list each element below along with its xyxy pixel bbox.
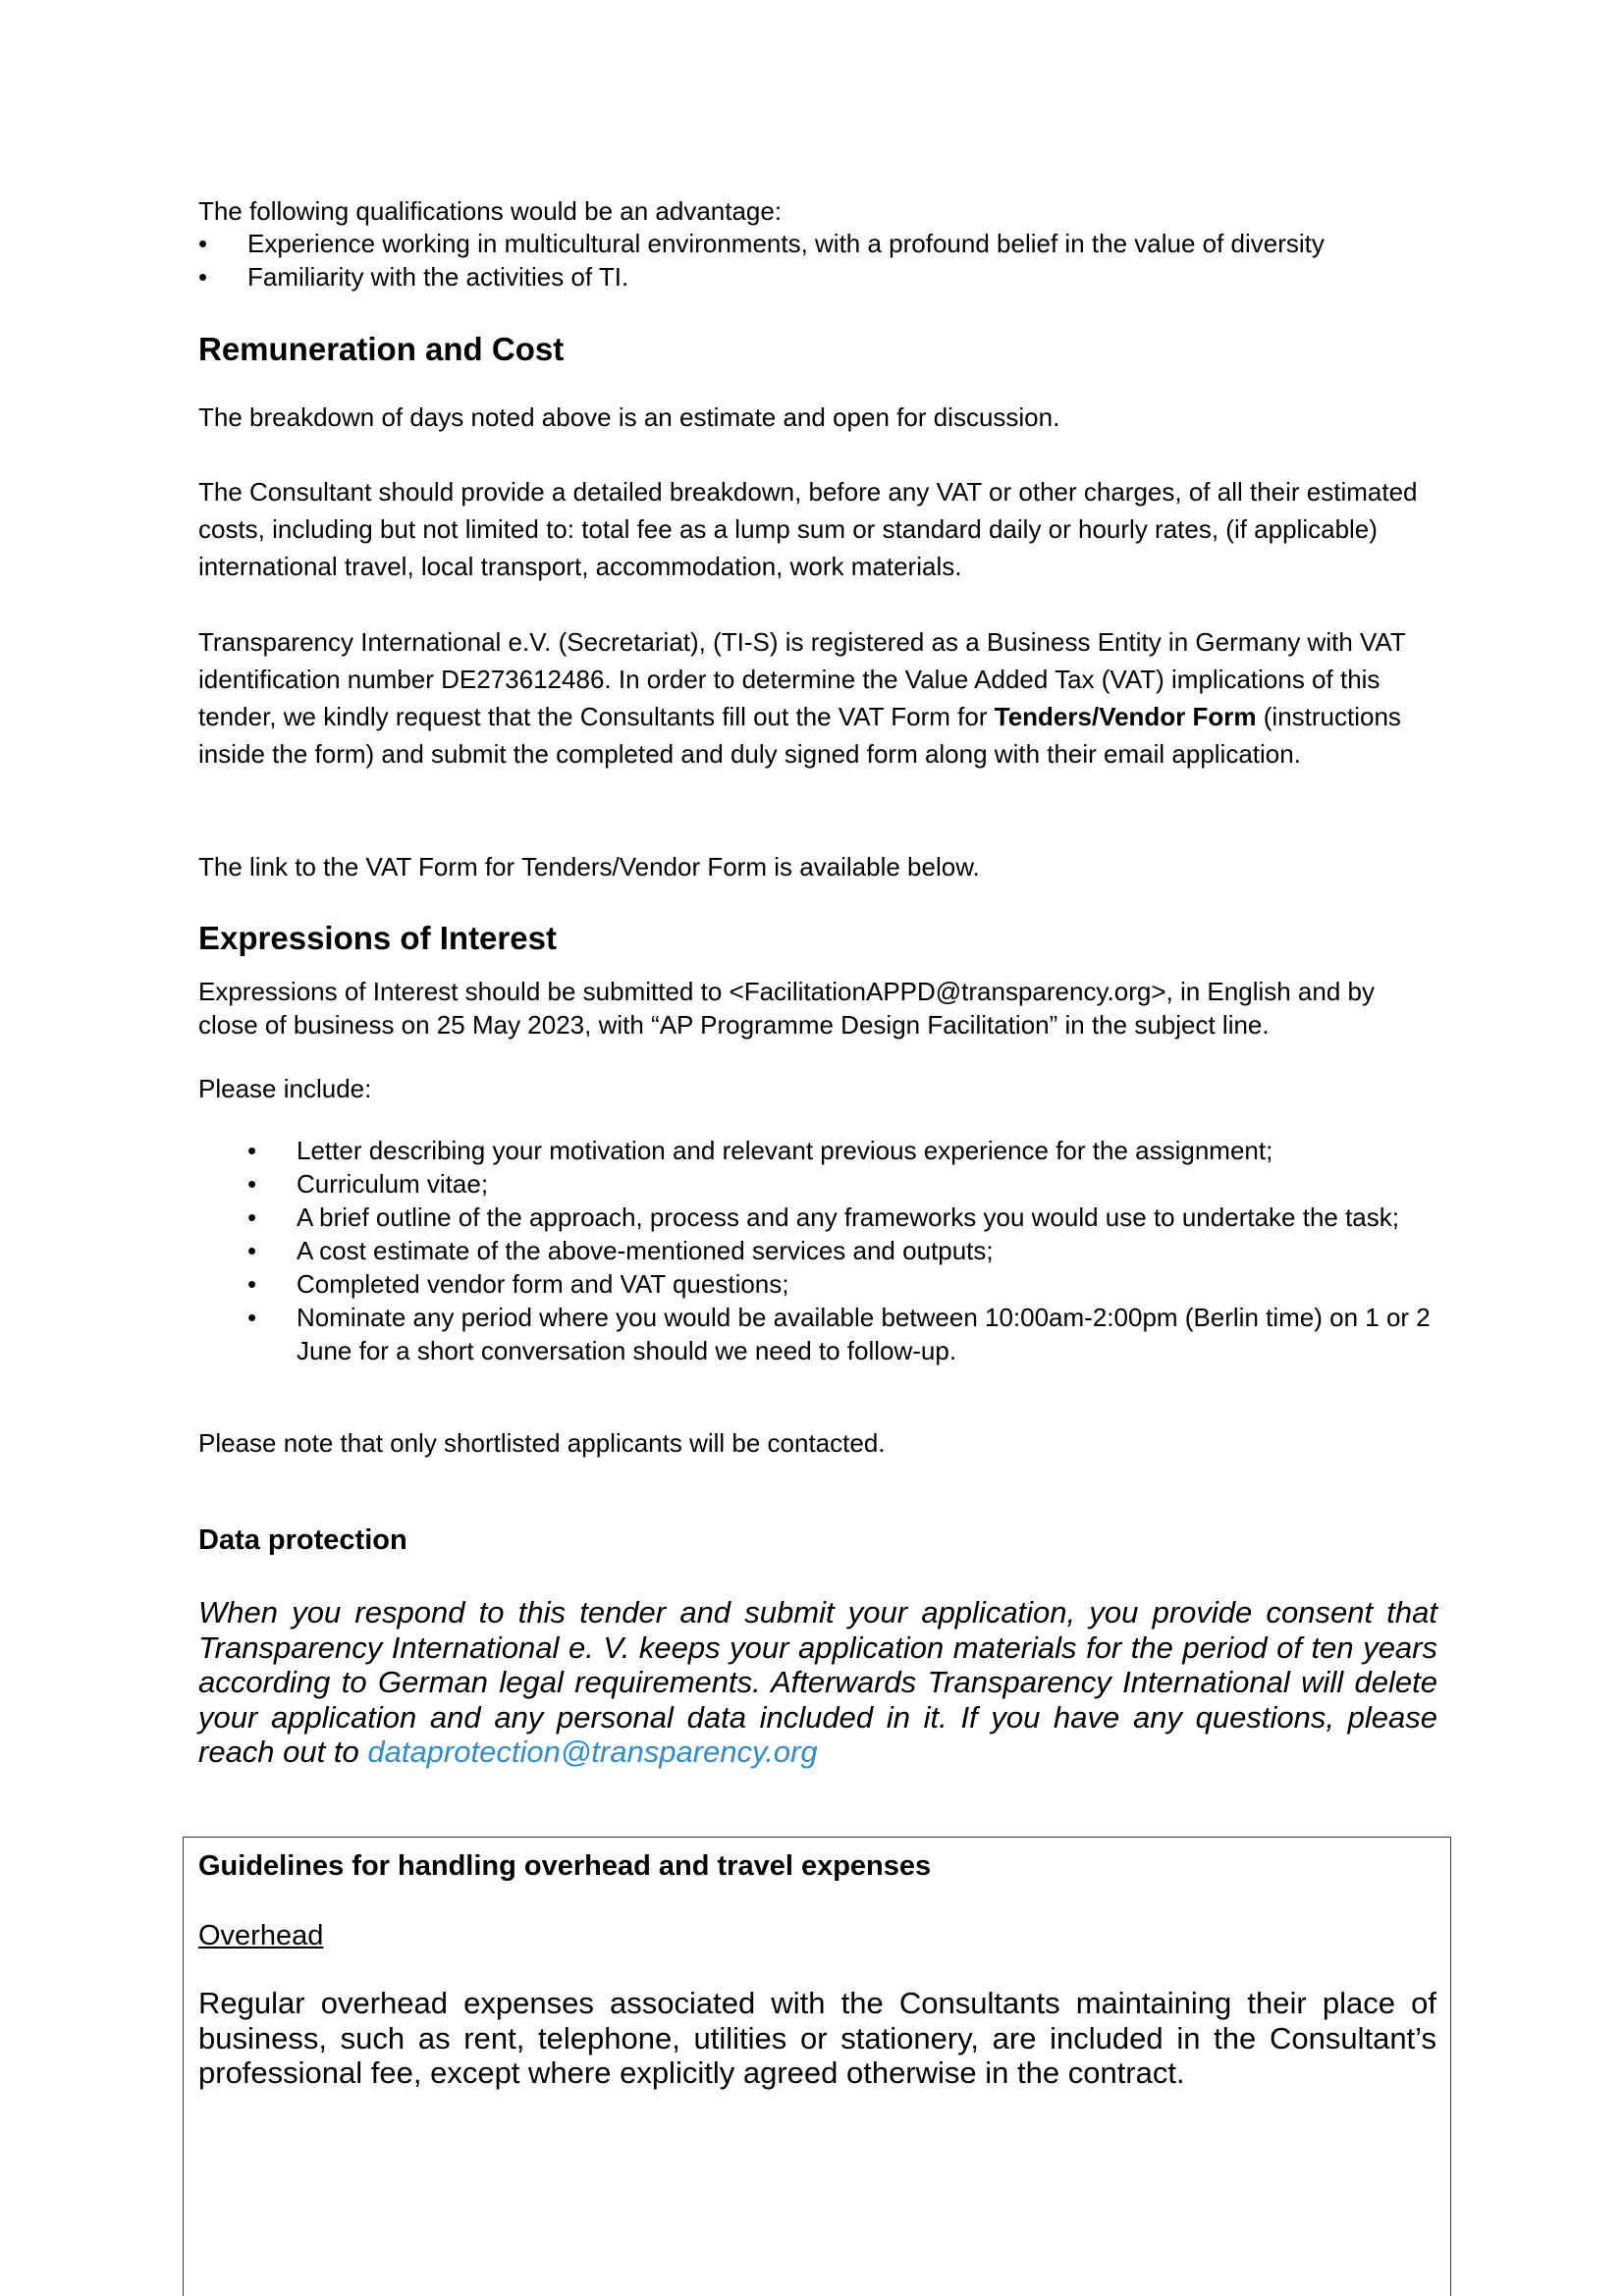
list-item: • A brief outline of the approach, process and any frameworks you would use to undertake the task; [247, 1202, 1399, 1232]
vat-paragraph: Transparency International e.V. (Secretariat), (TI-S) is registered as a Business Entity in Germany with VAT identification number DE273612486. In order to determine the Value Added Tax (VAT) implications of this tender, we kindly request that the Consultants fill out the VAT Form for Tenders/Vendor Form (instructions inside the form) and submit the completed and duly signed form along with their email application. [198, 627, 1406, 769]
bullet-icon: • [198, 229, 208, 258]
list-item: • Experience working in multicultural environments, with a profound belief in the value of diversity [198, 229, 1325, 258]
remuneration-paragraph: The Consultant should provide a detailed breakdown, before any VAT or other charges, of all their estimated costs, including but not limited to: total fee as a lump sum or standard daily or hourly rates, (if applicable) international travel, local transport, accommodation, work materials. [198, 477, 1418, 581]
list-item: • Familiarity with the activities of TI. [198, 262, 629, 292]
expressions-paragraph: Expressions of Interest should be submitted to <FacilitationAPPD@transparency.org>, in English and by close of business on 25 May 2023, with “AP Programme Design Facilitation” in the subject line. [198, 977, 1375, 1040]
remuneration-p4-wrap [198, 848, 1435, 885]
bullet-icon: • [198, 262, 208, 292]
guidelines-box [183, 1837, 1451, 2296]
list-item: • Letter describing your motivation and relevant previous experience for the assignment; [247, 1136, 1273, 1165]
remuneration-p1-wrap [198, 399, 1435, 436]
remuneration-heading: Remuneration and Cost [198, 331, 565, 367]
bullet-icon: • [247, 1202, 257, 1232]
overhead-text: Regular overhead expenses associated with the Consultants maintaining their place of business, such as rent, telephone, utilities or stationery, are included in the Consultant’s professional fee, except where explicitly agreed otherwise in the contract. [198, 1986, 1436, 2090]
include-label: Please include: [198, 1074, 372, 1103]
bullet-icon: • [247, 1136, 257, 1165]
qualifications-intro: The following qualifications would be an advantage: [198, 196, 783, 226]
bullet-icon: • [247, 1169, 257, 1199]
list-item: • A cost estimate of the above-mentioned services and outputs; [247, 1236, 994, 1265]
bullet-icon: • [247, 1269, 257, 1299]
qualifications-section [198, 195, 1435, 294]
expressions-heading-wrap [198, 919, 1435, 958]
guidelines-heading: Guidelines for handling overhead and travel expenses [198, 1850, 932, 1882]
bullet-icon: • [247, 1236, 257, 1265]
list-item: • Completed vendor form and VAT questions; [247, 1269, 789, 1299]
bullet-icon: • [247, 1303, 257, 1332]
vat-link-paragraph: The link to the VAT Form for Tenders/Vendor Form is available below. [198, 852, 980, 881]
remuneration-heading-wrap [198, 330, 1435, 369]
data-protection-email-link[interactable]: dataprotection@transparency.org [367, 1735, 818, 1769]
data-protection-heading: Data protection [198, 1524, 407, 1556]
guidelines-content [198, 1840, 1436, 2091]
shortlist-note-wrap [198, 1424, 1435, 1462]
vendor-form-label: Tenders/Vendor Form [994, 702, 1257, 731]
list-item: • Curriculum vitae; [247, 1169, 489, 1199]
include-list [198, 1134, 1435, 1367]
data-protection-text-wrap [198, 1595, 1437, 1770]
remuneration-p3-wrap [198, 623, 1435, 773]
expressions-p1-wrap [198, 975, 1435, 1041]
shortlist-note: Please note that only shortlisted applicants will be contacted. [198, 1428, 886, 1458]
list-item: • Nominate any period where you would be available between 10:00am-2:00pm (Berlin time) on 1 or 2 June for a short conversation should we need to follow-up. [247, 1303, 1431, 1365]
remuneration-paragraph: The breakdown of days noted above is an estimate and open for discussion. [198, 402, 1060, 432]
data-protection-heading-wrap [198, 1522, 1435, 1559]
expressions-heading: Expressions of Interest [198, 920, 557, 956]
data-protection-text: When you respond to this tender and submit your application, you provide consent that Transparency International e. V. keeps your application materials for the period of ten years according to German legal requirements. Afterwards Transparency International will delete your application and any personal data included in it. If you have any questions, please reach out to dataprotection@transparency.org [198, 1595, 1437, 1769]
include-label-wrap [198, 1070, 1435, 1107]
overhead-subheading: Overhead [198, 1920, 324, 1951]
remuneration-p2-wrap [198, 473, 1435, 585]
